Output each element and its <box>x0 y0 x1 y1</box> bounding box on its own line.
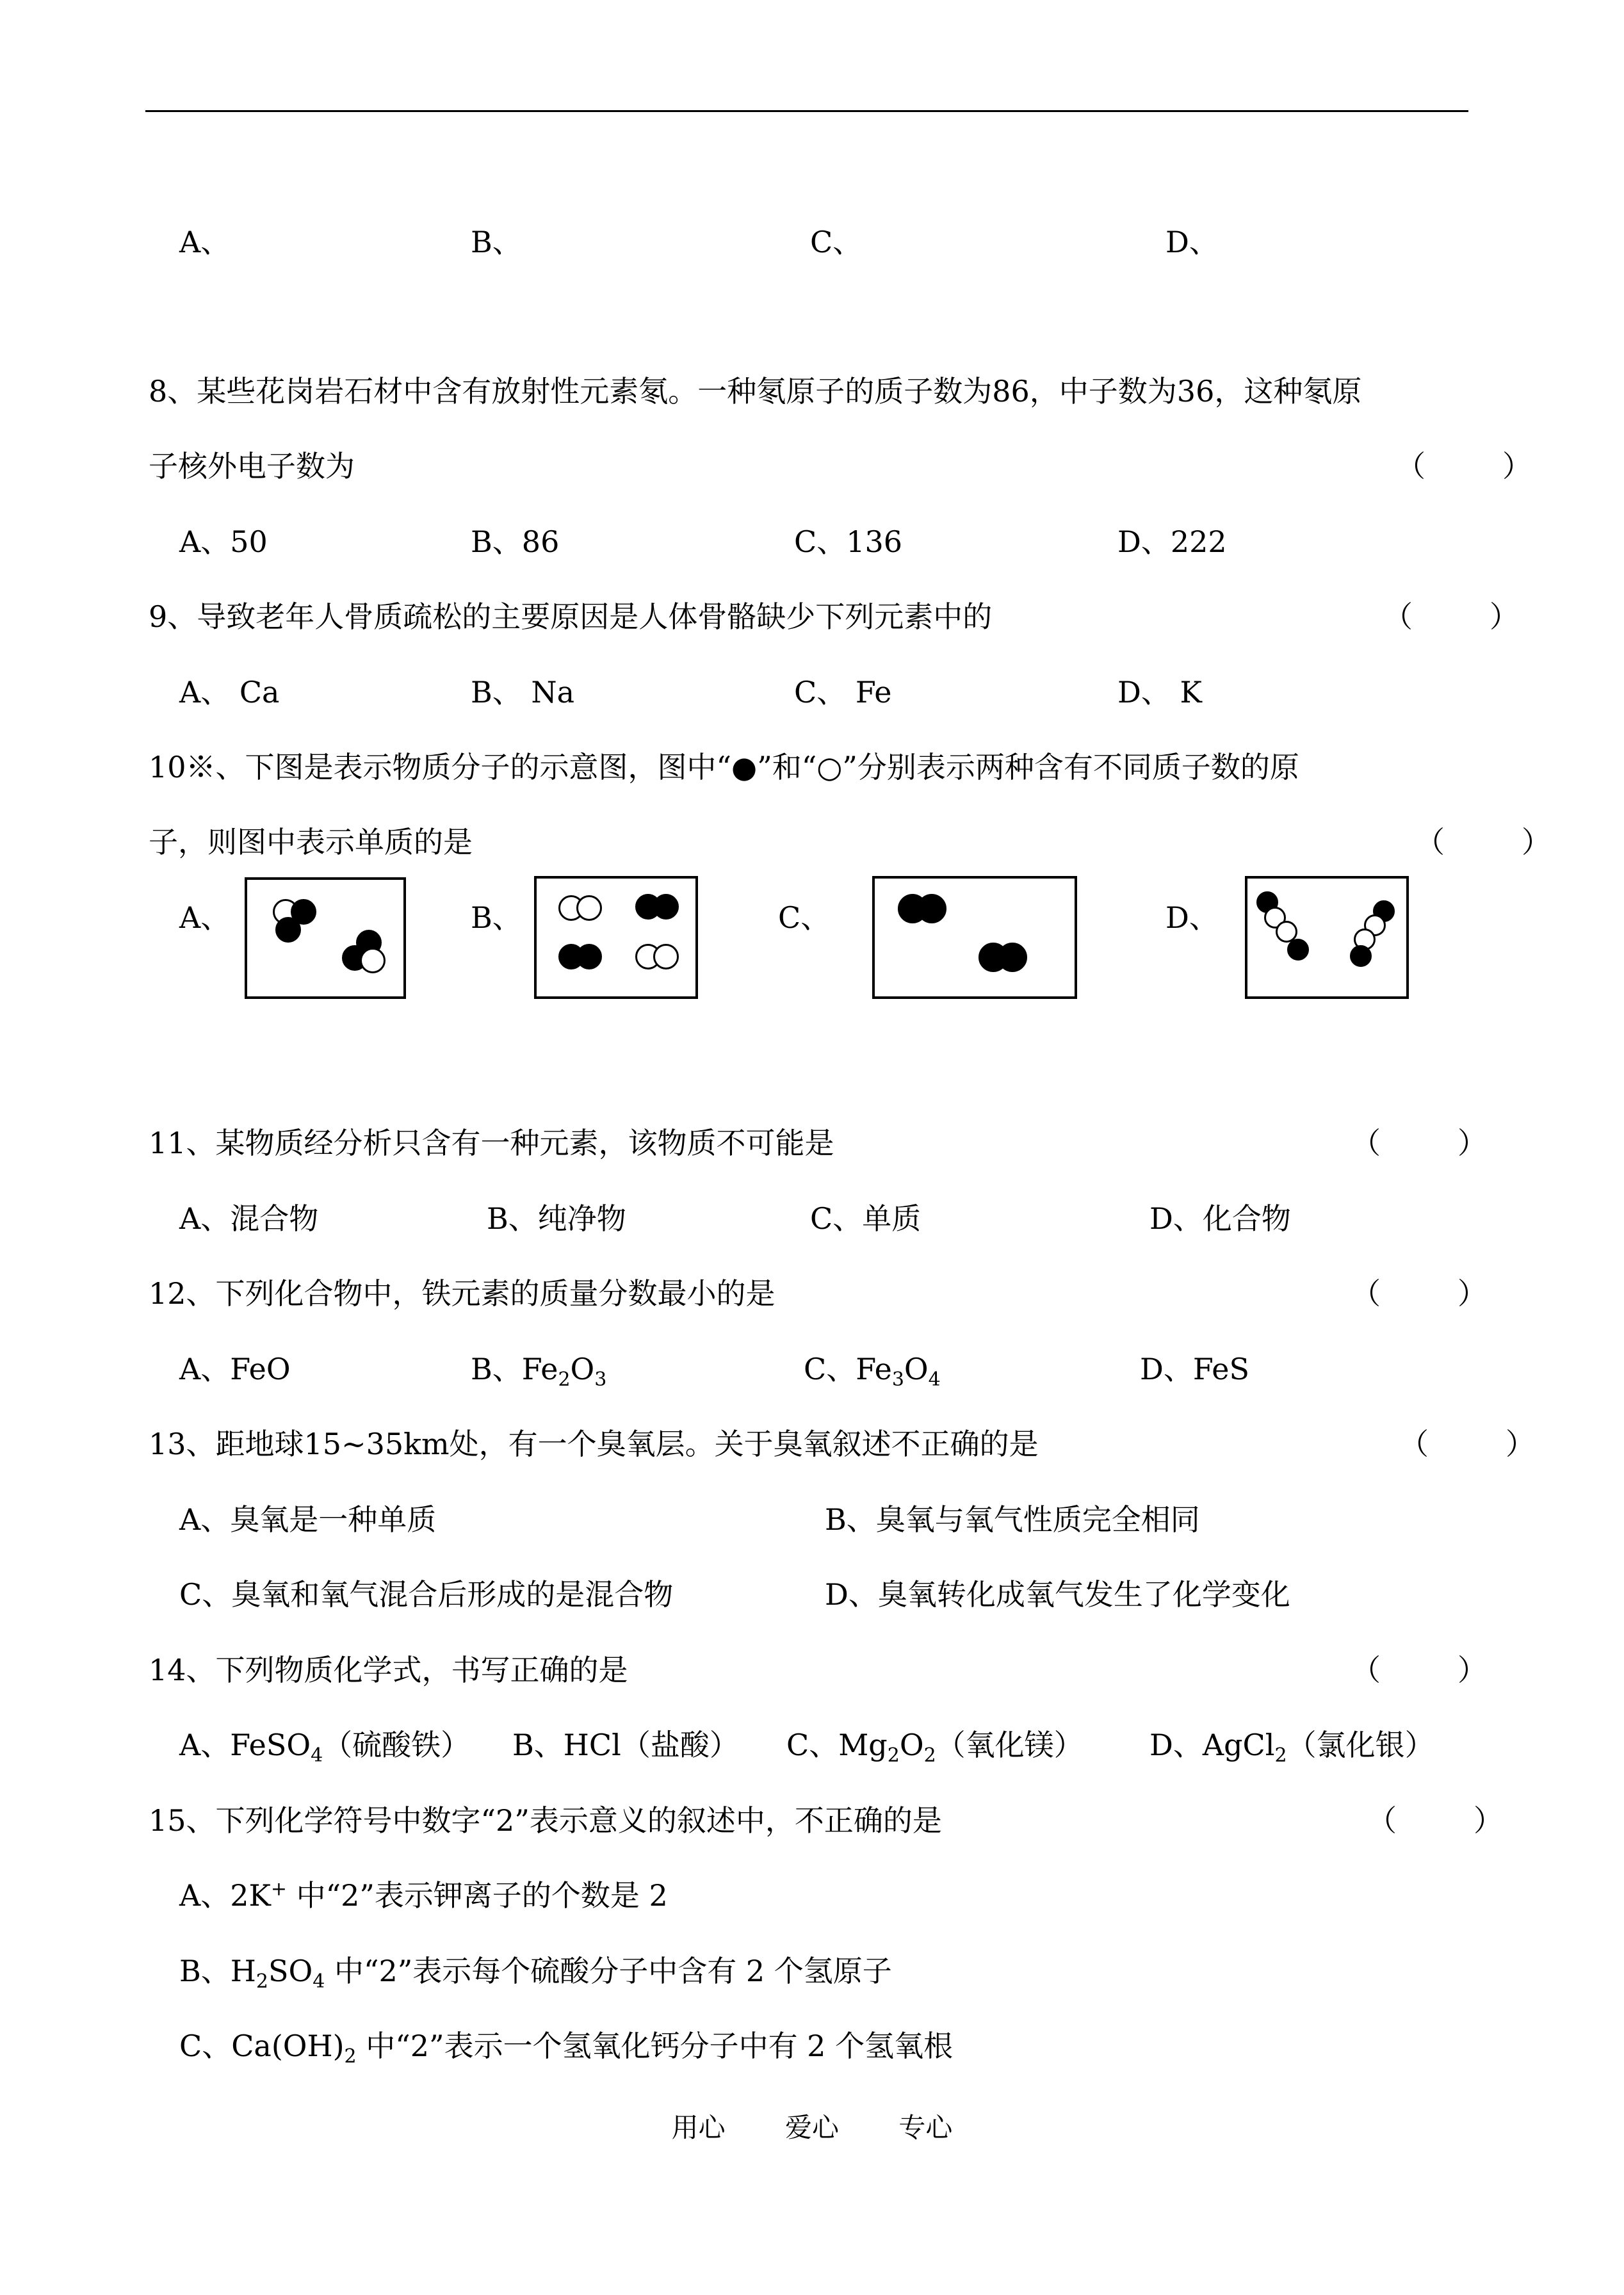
prev-option-a: A、 <box>179 225 231 259</box>
q14-option-b: B、HCl（盐酸） <box>512 1728 739 1762</box>
q12-stem: 12、下列化合物中，铁元素的质量分数最小的是 <box>149 1276 775 1311</box>
q12-answer-bracket: （ ） <box>1351 1276 1487 1311</box>
q11-option-b: B、纯净物 <box>487 1201 626 1236</box>
q8-option-a: A、50 <box>179 524 268 559</box>
q10-option-c: C、 <box>778 900 831 935</box>
black-atom <box>275 917 301 943</box>
q8-option-c: C、136 <box>794 524 902 559</box>
q15-stem: 15、下列化学符号中数字“2”表示意义的叙述中，不正确的是 <box>149 1803 942 1838</box>
q8-option-d: D、222 <box>1117 524 1227 559</box>
q12-option-c: C、$Fe_3O_4$ <box>804 1352 941 1391</box>
black-atom <box>917 894 946 923</box>
footer-text: 专心 <box>898 2112 953 2143</box>
q15-option-a: A、2K+ 中“2”表示钾离子的个数是 2 <box>179 1877 668 1913</box>
q11-option-d: D、化合物 <box>1149 1201 1291 1236</box>
white-atom <box>653 944 679 969</box>
q14-stem: 14、下列物质化学式，书写正确的是 <box>149 1653 628 1687</box>
q8-stem-line1: 8、某些花岗岩石材中含有放射性元素氡。一种氡原子的质子数为86，中子数为36，这种氡原 <box>149 374 1362 409</box>
prev-option-b: B、 <box>471 225 522 259</box>
black-atom <box>576 944 602 969</box>
q12-option-b: B、$Fe_2O_3$ <box>471 1352 607 1391</box>
q12-option-d: D、FeS <box>1140 1352 1250 1386</box>
q10-diagram-a <box>245 877 406 999</box>
q11-answer-bracket: （ ） <box>1351 1126 1487 1160</box>
q15-answer-bracket: （ ） <box>1367 1803 1503 1838</box>
q10-stem-line2: 子，则图中表示单质的是 <box>149 825 473 859</box>
q10-option-d: D、 <box>1165 900 1219 935</box>
q8-option-b: B、86 <box>471 524 560 559</box>
q13-option-c: C、臭氧和氧气混合后形成的是混合物 <box>179 1577 674 1612</box>
q9-option-a: A、 Ca <box>179 675 280 710</box>
q14-answer-bracket: （ ） <box>1351 1653 1487 1687</box>
q10-diagram-b <box>534 876 698 999</box>
q13-answer-bracket: （ ） <box>1399 1427 1535 1461</box>
q10-option-b: B、 <box>471 900 522 935</box>
q15-option-c: C、$Ca(OH)_2$ 中“2”表示一个氢氧化钙分子中有 2 个氢氧根 <box>179 2029 954 2068</box>
footer-text: 爱心 <box>784 2112 839 2143</box>
q9-answer-bracket: （ ） <box>1383 599 1519 634</box>
black-atom <box>1287 939 1309 961</box>
q10-stem-line1: 10※、下图是表示物质分子的示意图，图中“●”和“○”分别表示两种含有不同质子数的原 <box>149 750 1299 784</box>
q14-option-a: A、FeSO$_4$（硫酸铁） <box>179 1728 471 1767</box>
q13-option-d: D、臭氧转化成氧气发生了化学变化 <box>825 1577 1290 1612</box>
black-atom <box>998 943 1027 972</box>
q11-option-a: A、混合物 <box>179 1201 319 1236</box>
q9-stem: 9、导致老年人骨质疏松的主要原因是人体骨骼缺少下列元素中的 <box>149 599 993 634</box>
q8-stem-line2: 子核外电子数为 <box>149 449 355 483</box>
q8-answer-bracket: （ ） <box>1396 449 1532 483</box>
q9-option-b: B、 Na <box>471 675 575 710</box>
q9-option-d: D、 K <box>1117 675 1202 710</box>
q14-option-c: C、$Mg_2O_2$（氧化镁） <box>786 1728 1084 1767</box>
page-footer <box>0 2107 1624 2145</box>
black-atom <box>1350 945 1372 967</box>
prev-option-c: C、 <box>810 225 863 259</box>
white-atom <box>576 895 602 921</box>
q9-option-c: C、 Fe <box>794 675 892 710</box>
black-atom <box>653 894 679 920</box>
q10-answer-bracket: （ ） <box>1415 825 1551 859</box>
q14-option-d: D、AgCl$_2$（氯化银） <box>1149 1728 1434 1767</box>
q11-option-c: C、单质 <box>810 1201 922 1236</box>
q15-option-b: B、$H_2SO_4$ 中“2”表示每个硫酸分子中含有 2 个氢原子 <box>179 1954 892 1993</box>
q10-diagram-d <box>1245 876 1409 999</box>
q12-option-a: A、FeO <box>179 1352 291 1386</box>
footer-text: 用心 <box>671 2112 726 2143</box>
q11-stem: 11、某物质经分析只含有一种元素，该物质不可能是 <box>149 1126 834 1160</box>
q10-option-a: A、 <box>179 900 231 935</box>
q13-stem: 13、距地球15~35km处，有一个臭氧层。关于臭氧叙述不正确的是 <box>149 1427 1039 1461</box>
q13-option-b: B、臭氧与氧气性质完全相同 <box>825 1502 1200 1537</box>
white-atom <box>360 948 386 973</box>
header-rule <box>145 110 1468 112</box>
prev-option-d: D、 <box>1165 225 1219 259</box>
q10-diagram-c <box>872 876 1077 999</box>
q13-option-a: A、臭氧是一种单质 <box>179 1502 437 1537</box>
